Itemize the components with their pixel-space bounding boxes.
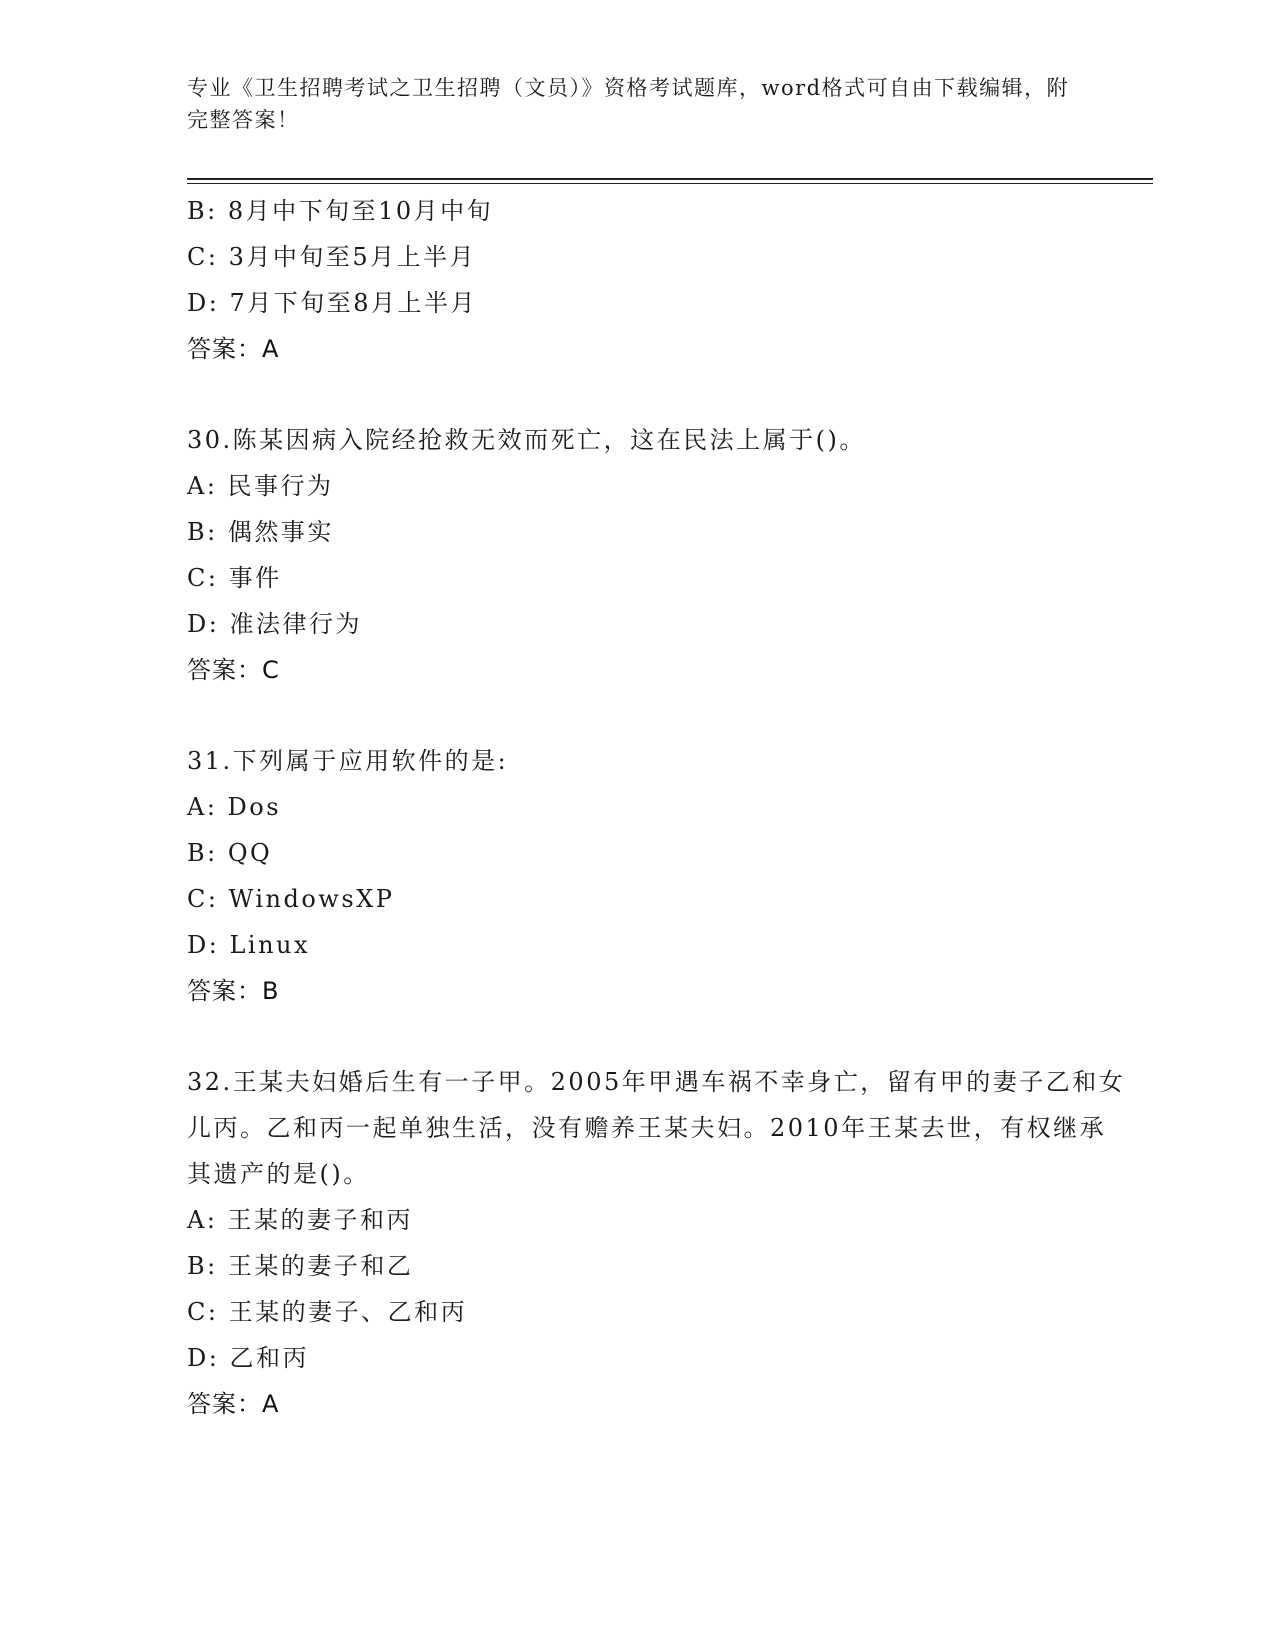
option-d: D: 7月下旬至8月上半月 — [187, 289, 477, 317]
document-content — [187, 188, 1127, 1427]
question-stem: 30.陈某因病入院经抢救无效而死亡，这在民法上属于()。 — [187, 426, 866, 454]
option-a: A: Dos — [187, 793, 282, 821]
question-stem: 31.下列属于应用软件的是: — [187, 747, 509, 775]
option-c: C: 事件 — [187, 564, 282, 592]
question-30 — [187, 417, 1127, 693]
option-d: D: 准法律行为 — [187, 610, 362, 638]
answer-line: 答案：A — [187, 1390, 280, 1418]
option-a: A: 民事行为 — [187, 472, 334, 500]
option-a: A: 王某的妻子和丙 — [187, 1206, 414, 1234]
option-d: D: 乙和丙 — [187, 1344, 309, 1372]
option-b: B: QQ — [187, 839, 273, 867]
answer-line: 答案：B — [187, 977, 280, 1005]
question-32 — [187, 1059, 1127, 1427]
option-c: C: WindowsXP — [187, 885, 395, 913]
option-b: B: 王某的妻子和乙 — [187, 1252, 414, 1280]
answer-line: 答案：C — [187, 656, 280, 684]
question-stem: 32.王某夫妇婚后生有一子甲。2005年甲遇车祸不幸身亡，留有甲的妻子乙和女儿丙。乙和丙一起单独生活，没有赡养王某夫妇。2010年王某去世，有权继承其遗产的是()。 — [187, 1068, 1126, 1188]
prev-question-tail — [187, 188, 1127, 372]
header-divider — [187, 178, 1153, 184]
question-31 — [187, 738, 1127, 1014]
header-note: 专业《卫生招聘考试之卫生招聘（文员）》资格考试题库，word格式可自由下载编辑，附完整答案！ — [187, 76, 1070, 132]
option-b: B: 8月中下旬至10月中旬 — [187, 197, 494, 225]
option-b: B: 偶然事实 — [187, 518, 334, 546]
option-c: C: 3月中旬至5月上半月 — [187, 243, 477, 271]
option-d: D: Linux — [187, 931, 311, 959]
answer-line: 答案：A — [187, 335, 280, 363]
option-c: C: 王某的妻子、乙和丙 — [187, 1298, 468, 1326]
